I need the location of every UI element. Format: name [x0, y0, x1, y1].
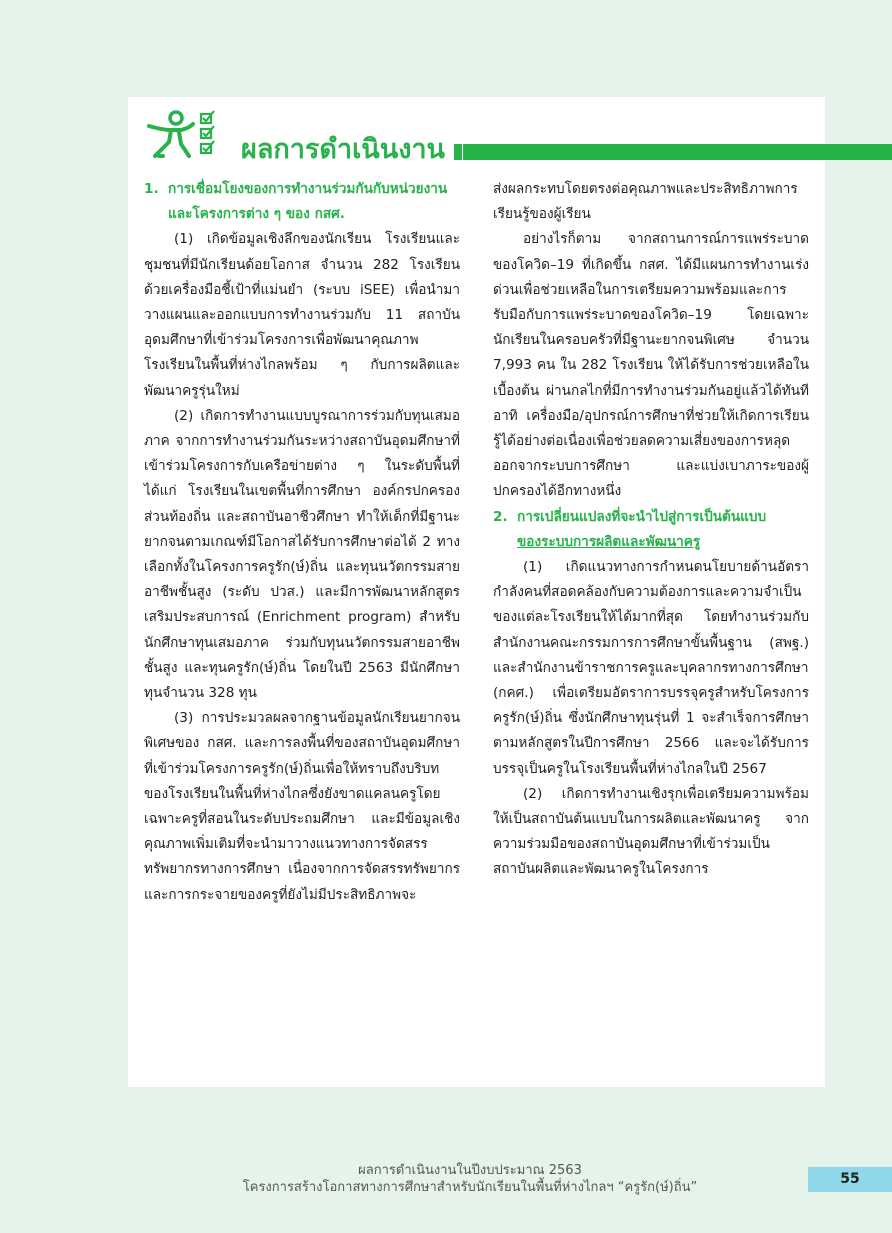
- paragraph: อย่างไรก็ตาม จากสถานการณ์การแพร่ระบาดของโควิด–19 ที่เกิดขึ้น กสศ. ได้มีแผนการทำงานเร่งด่วนเพื่อช่วยเหลือในการเตรียมความพร้อมและการรับมือกับการแพร่ระบาดของโควิด–19 โดยเฉพาะนักเรียนในครอบครัวที่มีฐานะยากจนพิเศษ จำนวน 7,993 คน ใน 282 โรงเรียน ให้ได้รับการช่วยเหลือในเบื้องต้น ผ่านกลไกที่มีการทำงานร่วมกันอยู่แล้วได้ทันที อาทิ เครื่องมือ/อุปกรณ์การศึกษาที่ช่วยให้เกิดการเรียนรู้ได้อย่างต่อเนื่องเพื่อช่วยลดความเสี่ยงของการหลุดออกจากระบบการศึกษา และแบ่งเบาภาระของผู้ปกครองได้อีกทางหนึ่ง: [493, 231, 809, 500]
- footer-line-2: โครงการสร้างโอกาสทางการศึกษาสำหรับนักเรียนในพื้นที่ห่างไกลฯ “ครูรัก(ษ์)ถิ่น”: [242, 1180, 698, 1195]
- heading-text-line2: ของระบบการผลิตและพัฒนาครู: [517, 533, 701, 550]
- paragraph: (2) เกิดการทำงานแบบบูรณาการร่วมกับทุนเสมอภาค จากการทำงานร่วมกันระหว่างสถาบันอุดมศึกษาที่เข้าร่วมโครงการกับเครือข่ายต่าง ๆ ในระดับพื้นที่ ได้แก่ โรงเรียนในเขตพื้นที่การศึกษา องค์กรปกครองส่วนท้องถิ่น และสถาบันอาชีวศึกษา ทำให้เด็กที่มีฐานะยากจนตามเกณฑ์มีโอกาสได้รับการศึกษาต่อได้ 2 ทางเลือกทั้งในโครงการครูรัก(ษ์)ถิ่น และทุนนวัตกรรมสายอาชีพชั้นสูง (ระดับ ปวส.) และมีการพัฒนาหลักสูตรเสริมประสบการณ์ (Enrichment program) สำหรับนักศึกษาทุนเสมอภาค ร่วมกับทุนนวัตกรรมสายอาชีพชั้นสูง และทุนครูรัก(ษ์)ถิ่น โดยในปี 2563 มีนักศึกษาทุนจำนวน 328 ทุน: [144, 407, 460, 702]
- heading-number: 1.: [144, 181, 159, 197]
- paragraph: (3) การประมวลผลจากฐานข้อมูลนักเรียนยากจนพิเศษของ กสศ. และการลงพื้นที่ของสถาบันอุดมศึกษาที่เข้าร่วมโครงการครูรัก(ษ์)ถิ่นเพื่อให้ทราบถึงบริบทของโรงเรียนในพื้นที่ห่างไกลซึ่งยังขาดแคลนครูโดยเฉพาะครูที่สอนในระดับประถมศึกษา และมีข้อมูลเชิงคุณภาพเพิ่มเติมที่จะนำมาวางแนวทางการจัดสรรทรัพยากรทางการศึกษา เนื่องจากการจัดสรรทรัพยากรและการกระจายของครูที่ยังไม่มีประสิทธิภาพจะ: [144, 710, 460, 903]
- section-heading-2: [493, 505, 809, 555]
- heading-text: การเชื่อมโยงของการทำงานร่วมกันกับหน่วยงานและโครงการต่าง ๆ ของ กสศ.: [168, 181, 448, 223]
- paragraph: (1) เกิดข้อมูลเชิงลึกของนักเรียน โรงเรียนและชุมชนที่มีนักเรียนด้อยโอกาส จำนวน 282 โรงเรียน ด้วยเครื่องมือชี้เป้าที่แม่นยำ (ระบบ iSEE) เพื่อนำมาวางแผนและออกแบบการทำงานร่วมกับ 11 สถาบันอุดมศึกษาที่เข้าร่วมโครงการเพื่อพัฒนาคุณภาพโรงเรียนในพื้นที่ห่างไกลพร้อม ๆ กับการผลิตและพัฒนาครูรุ่นใหม่: [144, 231, 460, 399]
- person-checklist-icon: [141, 104, 221, 162]
- page-number: 55: [808, 1167, 892, 1192]
- paragraph: ส่งผลกระทบโดยตรงต่อคุณภาพและประสิทธิภาพการเรียนรู้ของผู้เรียน: [493, 181, 798, 223]
- heading-number: 2.: [493, 508, 508, 525]
- heading-text: การเปลี่ยนแปลงที่จะนำไปสู่การเป็นต้นแบบ: [517, 508, 767, 525]
- page-title: ผลการดำเนินงาน: [241, 134, 446, 165]
- paragraph: (1) เกิดแนวทางการกำหนดนโยบายด้านอัตรากำลังคนที่สอดคล้องกับความต้องการและความจำเป็นของแต่ละโรงเรียนให้ได้มากที่สุด โดยทำงานร่วมกับสำนักงานคณะกรรมการการศึกษาขั้นพื้นฐาน (สพฐ.) และสำนักงานข้าราชการครูและบุคลากรทางการศึกษา (กคศ.) เพื่อเตรียมอัตราการบรรจุครูสำหรับโครงการครูรัก(ษ์)ถิ่น ซึ่งนักศึกษาทุนรุ่นที่ 1 จะสำเร็จการศึกษาตามหลักสูตรในปีการศึกษา 2566 และจะได้รับการบรรจุเป็นครูในโรงเรียนพื้นที่ห่างไกลในปี 2567: [493, 559, 809, 777]
- left-column: [144, 177, 460, 908]
- title-accent-bar: [463, 144, 892, 160]
- section-heading-1: [144, 177, 460, 227]
- right-column: [493, 177, 809, 883]
- footer-line-1: ผลการดำเนินงานในปีงบประมาณ 2563: [358, 1163, 582, 1178]
- paragraph: (2) เกิดการทำงานเชิงรุกเพื่อเตรียมความพร้อมให้เป็นสถาบันต้นแบบในการผลิตและพัฒนาครู จากความร่วมมือของสถาบันอุดมศึกษาที่เข้าร่วมเป็นสถาบันผลิตและพัฒนาครูในโครงการ: [493, 785, 809, 878]
- page-footer: [150, 1162, 790, 1196]
- title-accent-mark: [454, 144, 462, 160]
